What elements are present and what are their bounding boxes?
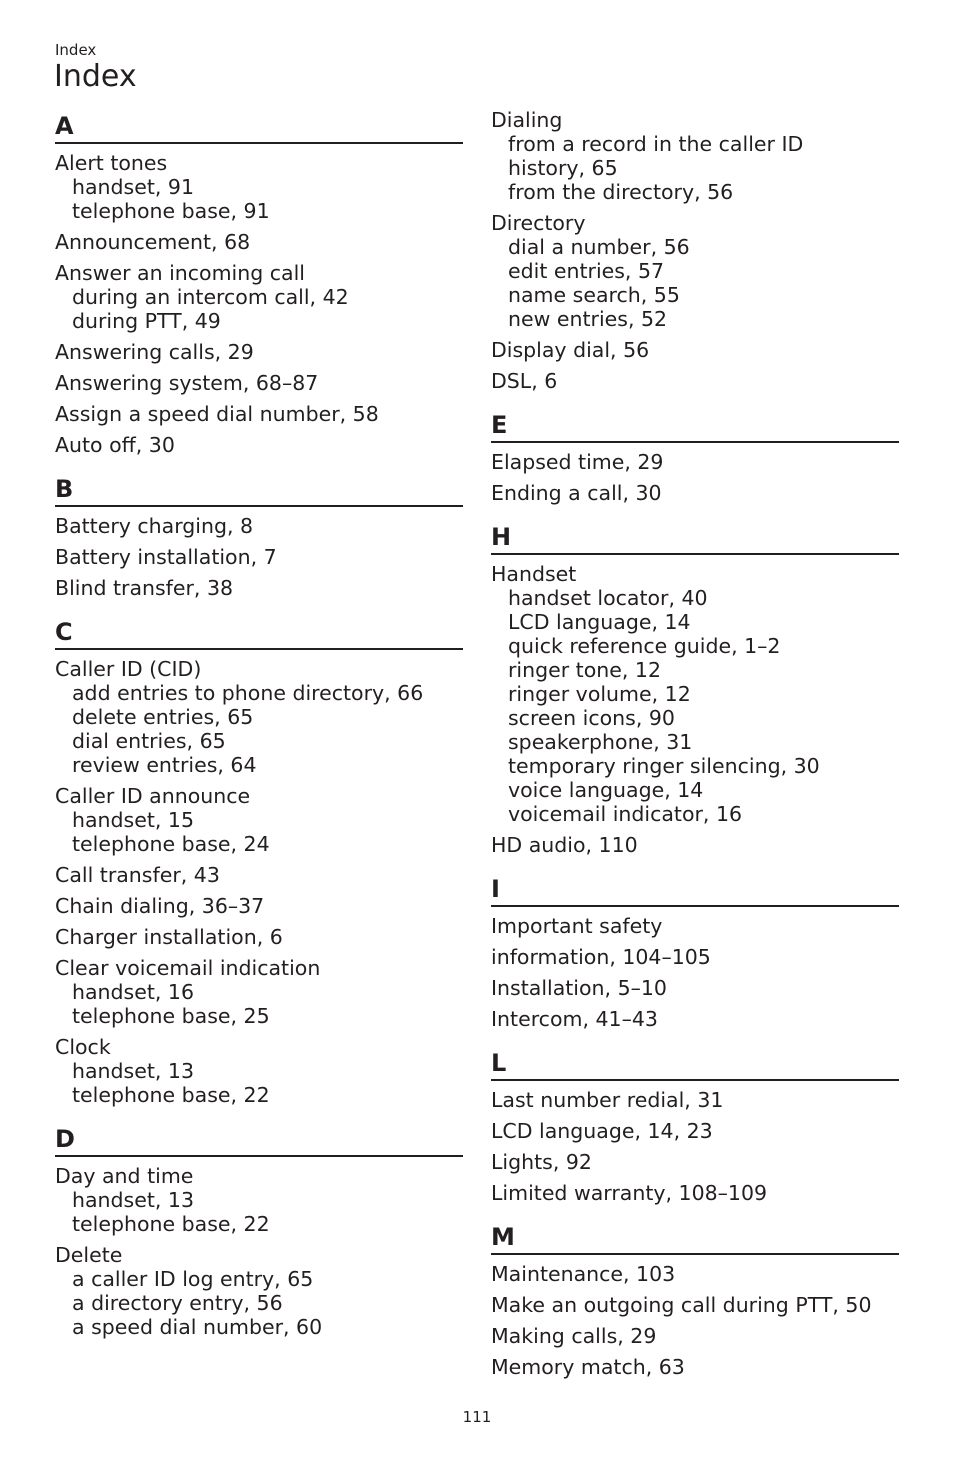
index-subterm: delete entries, 65 xyxy=(72,705,254,729)
index-entry xyxy=(491,1355,899,1379)
index-term: Ending a call, 30 xyxy=(491,481,662,505)
index-term: Maintenance, 103 xyxy=(491,1262,676,1286)
index-term: Elapsed time, 29 xyxy=(491,450,664,474)
index-section xyxy=(491,519,899,857)
index-term: Answering system, 68–87 xyxy=(55,371,319,395)
index-term: HD audio, 110 xyxy=(491,833,638,857)
index-subterm: telephone base, 25 xyxy=(72,1004,270,1028)
index-subterm: handset, 13 xyxy=(72,1188,195,1212)
index-subterm: handset, 91 xyxy=(72,175,195,199)
index-entries xyxy=(55,650,463,1107)
section-letter: I xyxy=(491,871,899,907)
index-entries xyxy=(491,1255,899,1379)
index-subterm: handset, 15 xyxy=(72,808,195,832)
index-term: Clear voicemail indication xyxy=(55,956,321,980)
index-term: Day and time xyxy=(55,1164,194,1188)
index-subterm: add entries to phone directory, 66 xyxy=(72,681,424,705)
index-subterm: voicemail indicator, 16 xyxy=(508,802,743,826)
index-subterm: telephone base, 22 xyxy=(72,1212,270,1236)
index-term: Installation, 5–10 xyxy=(491,976,667,1000)
index-term: Directory xyxy=(491,211,586,235)
index-subterm: ringer volume, 12 xyxy=(508,682,691,706)
index-entry xyxy=(491,1262,899,1286)
index-entry xyxy=(491,945,899,969)
index-entry xyxy=(55,576,463,600)
index-entry xyxy=(491,108,899,204)
index-entry xyxy=(55,433,463,457)
page-number: 111 xyxy=(462,1408,492,1426)
index-term: Caller ID announce xyxy=(55,784,251,808)
index-term: Lights, 92 xyxy=(491,1150,592,1174)
section-letter: D xyxy=(55,1121,463,1157)
index-entry xyxy=(491,1119,899,1143)
index-left-column xyxy=(55,108,463,1353)
index-section xyxy=(491,871,899,1031)
index-subterm: quick reference guide, 1–2 xyxy=(508,634,781,658)
index-subterm: name search, 55 xyxy=(508,283,680,307)
index-entry xyxy=(55,371,463,395)
index-subterm: edit entries, 57 xyxy=(508,259,665,283)
index-entry xyxy=(55,340,463,364)
index-subterm: handset locator, 40 xyxy=(508,586,708,610)
index-term: Important safety xyxy=(491,914,663,938)
index-entry xyxy=(491,1007,899,1031)
index-subterm: dial a number, 56 xyxy=(508,235,690,259)
index-entry xyxy=(55,1035,463,1107)
index-term: Intercom, 41–43 xyxy=(491,1007,658,1031)
index-entry xyxy=(55,1164,463,1236)
index-entry xyxy=(491,1293,899,1317)
index-term: Making calls, 29 xyxy=(491,1324,657,1348)
index-term: LCD language, 14, 23 xyxy=(491,1119,713,1143)
index-entries xyxy=(55,1157,463,1339)
index-subterm: from a record in the caller ID xyxy=(508,132,804,156)
index-entry xyxy=(55,402,463,426)
section-letter: L xyxy=(491,1045,899,1081)
index-term: Assign a speed dial number, 58 xyxy=(55,402,379,426)
index-section xyxy=(55,1121,463,1339)
index-entry xyxy=(55,657,463,777)
index-term: Answering calls, 29 xyxy=(55,340,254,364)
index-subterm: voice language, 14 xyxy=(508,778,704,802)
index-subterm: from the directory, 56 xyxy=(508,180,734,204)
index-term: Answer an incoming call xyxy=(55,261,306,285)
index-subterm: telephone base, 24 xyxy=(72,832,270,856)
index-entry xyxy=(491,1088,899,1112)
index-subterm: review entries, 64 xyxy=(72,753,257,777)
index-term: Delete xyxy=(55,1243,123,1267)
index-term: Handset xyxy=(491,562,577,586)
index-entry xyxy=(55,863,463,887)
index-subterm: history, 65 xyxy=(508,156,618,180)
index-entries xyxy=(491,907,899,1031)
index-subterm: speakerphone, 31 xyxy=(508,730,693,754)
index-entry xyxy=(491,481,899,505)
index-entry xyxy=(55,956,463,1028)
index-term: Chain dialing, 36–37 xyxy=(55,894,265,918)
index-subterm: new entries, 52 xyxy=(508,307,668,331)
index-term: Announcement, 68 xyxy=(55,230,251,254)
index-term: Last number redial, 31 xyxy=(491,1088,724,1112)
index-entry xyxy=(55,151,463,223)
index-term: Caller ID (CID) xyxy=(55,657,202,681)
index-term: Battery installation, 7 xyxy=(55,545,277,569)
index-section xyxy=(491,1045,899,1205)
index-entry xyxy=(491,976,899,1000)
index-entry xyxy=(491,369,899,393)
index-entry xyxy=(55,545,463,569)
section-letter: M xyxy=(491,1219,899,1255)
section-letter: A xyxy=(55,108,463,144)
index-term: Memory match, 63 xyxy=(491,1355,685,1379)
index-subterm: dial entries, 65 xyxy=(72,729,226,753)
index-entry xyxy=(491,1181,899,1205)
index-subterm: screen icons, 90 xyxy=(508,706,675,730)
index-subterm: telephone base, 22 xyxy=(72,1083,270,1107)
section-letter: C xyxy=(55,614,463,650)
index-subterm: handset, 16 xyxy=(72,980,195,1004)
index-term: Alert tones xyxy=(55,151,168,175)
index-term: Limited warranty, 108–109 xyxy=(491,1181,768,1205)
section-letter: B xyxy=(55,471,463,507)
index-entry xyxy=(55,784,463,856)
index-entries xyxy=(55,507,463,600)
index-section xyxy=(491,101,899,393)
index-term: Dialing xyxy=(491,108,563,132)
index-section xyxy=(55,108,463,457)
index-entry xyxy=(491,914,899,938)
index-term: Battery charging, 8 xyxy=(55,514,254,538)
index-entry xyxy=(491,450,899,474)
index-term: Auto off, 30 xyxy=(55,433,175,457)
index-entry xyxy=(55,1243,463,1339)
index-term: Display dial, 56 xyxy=(491,338,650,362)
index-term: Make an outgoing call during PTT, 50 xyxy=(491,1293,872,1317)
index-subterm: a speed dial number, 60 xyxy=(72,1315,323,1339)
index-section xyxy=(55,471,463,600)
index-entries xyxy=(491,1081,899,1205)
index-entry xyxy=(491,833,899,857)
index-section xyxy=(55,614,463,1107)
index-right-column xyxy=(491,108,899,1393)
index-entry xyxy=(55,514,463,538)
index-entry xyxy=(55,925,463,949)
index-term: information, 104–105 xyxy=(491,945,711,969)
page-title: Index xyxy=(54,59,137,94)
index-subterm: a caller ID log entry, 65 xyxy=(72,1267,314,1291)
index-term: Clock xyxy=(55,1035,111,1059)
index-subterm: a directory entry, 56 xyxy=(72,1291,283,1315)
index-term: DSL, 6 xyxy=(491,369,558,393)
index-entries xyxy=(55,144,463,457)
index-subterm: during PTT, 49 xyxy=(72,309,221,333)
index-entry xyxy=(491,562,899,826)
index-term: Charger installation, 6 xyxy=(55,925,283,949)
index-subterm: ringer tone, 12 xyxy=(508,658,661,682)
index-term: Blind transfer, 38 xyxy=(55,576,234,600)
index-entries xyxy=(491,443,899,505)
index-entries xyxy=(491,555,899,857)
index-entry xyxy=(491,1150,899,1174)
section-letter: H xyxy=(491,519,899,555)
index-entry xyxy=(55,230,463,254)
index-subterm: handset, 13 xyxy=(72,1059,195,1083)
index-section xyxy=(491,407,899,505)
section-letter: E xyxy=(491,407,899,443)
index-subterm: during an intercom call, 42 xyxy=(72,285,349,309)
index-subterm: telephone base, 91 xyxy=(72,199,270,223)
index-subterm: temporary ringer silencing, 30 xyxy=(508,754,820,778)
index-term: Call transfer, 43 xyxy=(55,863,220,887)
index-entry xyxy=(491,1324,899,1348)
index-entry xyxy=(491,338,899,362)
running-head: Index xyxy=(55,41,97,59)
index-entry xyxy=(491,211,899,331)
index-entry xyxy=(55,261,463,333)
index-entry xyxy=(55,894,463,918)
index-subterm: LCD language, 14 xyxy=(508,610,691,634)
index-entries xyxy=(491,101,899,393)
index-section xyxy=(491,1219,899,1379)
